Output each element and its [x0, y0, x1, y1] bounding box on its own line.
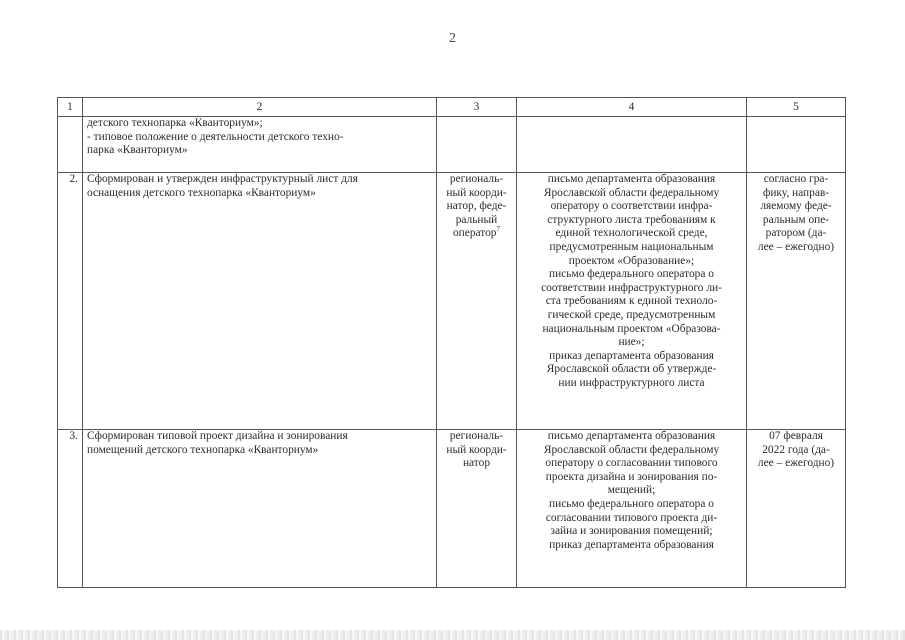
- responsible-line: ный коорди-: [446, 186, 507, 199]
- document-line: согласовании типового проекта ди-: [545, 511, 718, 524]
- date-line: согласно гра-: [763, 173, 829, 185]
- document-cell: [517, 117, 747, 173]
- task-line: Сформирован и утвержден инфраструктурный лист для: [87, 173, 358, 185]
- task-line: помещений детского технопарка «Кванториум»: [87, 443, 319, 456]
- date-line: ратором (да-: [765, 227, 827, 240]
- task-line: Сформирован типовой проект дизайна и зонирования: [87, 430, 348, 442]
- document-line: ста требованиям к единой техноло-: [545, 295, 718, 308]
- document-line: проектом «Образование»;: [568, 254, 695, 267]
- responsible-line: натор: [462, 457, 491, 470]
- task-line: парка «Кванториум»: [87, 144, 188, 157]
- document-line: оператору о согласовании типового: [545, 457, 718, 470]
- document-table: [57, 97, 846, 588]
- row-number: 3.: [58, 430, 83, 588]
- page-number: 2: [449, 31, 456, 46]
- document-line: письмо департамента образования: [547, 173, 716, 185]
- document-line: Ярославской области федеральному: [543, 186, 720, 199]
- document-line: структурного листа требованиям к: [547, 213, 716, 226]
- date-cell: [747, 173, 846, 430]
- document-line: приказ департамента образования: [549, 349, 714, 362]
- task-line: оснащения детского технопарка «Кванториум»: [87, 186, 316, 199]
- table-row-continuation: [58, 117, 846, 173]
- document-line: единой технологической среде,: [555, 227, 708, 240]
- header-cell: 1: [58, 98, 83, 117]
- document-line: проекта дизайна и зонирования по-: [545, 470, 718, 483]
- row-number: [58, 117, 83, 173]
- date-cell: [747, 430, 846, 588]
- document-line: национальным проектом «Образова-: [542, 322, 721, 335]
- responsible-line: региональ-: [449, 430, 504, 442]
- header-cell: 2: [83, 98, 437, 117]
- document-line: ние»;: [618, 336, 645, 349]
- responsible-cell: [437, 117, 517, 173]
- document-line: нии инфраструктурного листа: [558, 376, 705, 389]
- document-line: соответствии инфраструктурного ли-: [541, 281, 722, 294]
- task-cell: [83, 430, 437, 588]
- document-cell: [517, 430, 747, 588]
- task-cell: [83, 173, 437, 430]
- responsible-line: натор, феде-: [446, 200, 507, 213]
- scan-edge-artifact: [0, 630, 905, 640]
- date-line: ральным опе-: [762, 213, 830, 226]
- document-line: гической среде, предусмотренным: [547, 308, 716, 321]
- header-cell: 3: [437, 98, 517, 117]
- document-line: письмо департамента образования: [547, 430, 716, 442]
- document-cell: [517, 173, 747, 430]
- responsible-line: ный коорди-: [446, 443, 507, 456]
- task-cell: [83, 117, 437, 173]
- date-line: лее – ежегодно): [757, 240, 835, 253]
- document-line: Ярославской области об утвержде-: [546, 363, 717, 376]
- footnote-marker: 7: [496, 225, 501, 234]
- table-header-row: [58, 98, 846, 117]
- document-line: предусмотренным национальным: [549, 240, 714, 253]
- responsible-cell: [437, 430, 517, 588]
- table-row: [58, 430, 846, 588]
- responsible-line: [440, 227, 513, 241]
- document-line: зайна и зонирования помещений;: [550, 525, 713, 538]
- document-line: Ярославской области федеральному: [543, 443, 720, 456]
- responsible-line: ральный: [455, 213, 498, 226]
- task-line: - типовое положение о деятельности детского техно-: [87, 130, 344, 143]
- header-cell: 5: [747, 98, 846, 117]
- document-line: письмо федерального оператора о: [549, 497, 714, 510]
- task-line: детского технопарка «Кванториум»;: [87, 117, 263, 129]
- document-line: мещений;: [607, 484, 656, 497]
- date-cell: [747, 117, 846, 173]
- date-line: фику, направ-: [762, 186, 830, 199]
- table-row: [58, 173, 846, 430]
- row-number: 2.: [58, 173, 83, 430]
- date-line: ляемому феде-: [760, 200, 832, 213]
- date-line: 2022 года (да-: [762, 443, 830, 456]
- date-line: 07 февраля: [769, 430, 823, 442]
- document-line: письмо федерального оператора о: [549, 268, 714, 281]
- header-cell: 4: [517, 98, 747, 117]
- responsible-cell: [437, 173, 517, 430]
- document-line: приказ департамента образования: [549, 538, 714, 551]
- document-line: оператору о соответствии инфра-: [550, 200, 713, 213]
- date-line: лее – ежегодно): [757, 457, 835, 470]
- responsible-text: оператор: [452, 227, 497, 240]
- responsible-line: региональ-: [449, 173, 504, 185]
